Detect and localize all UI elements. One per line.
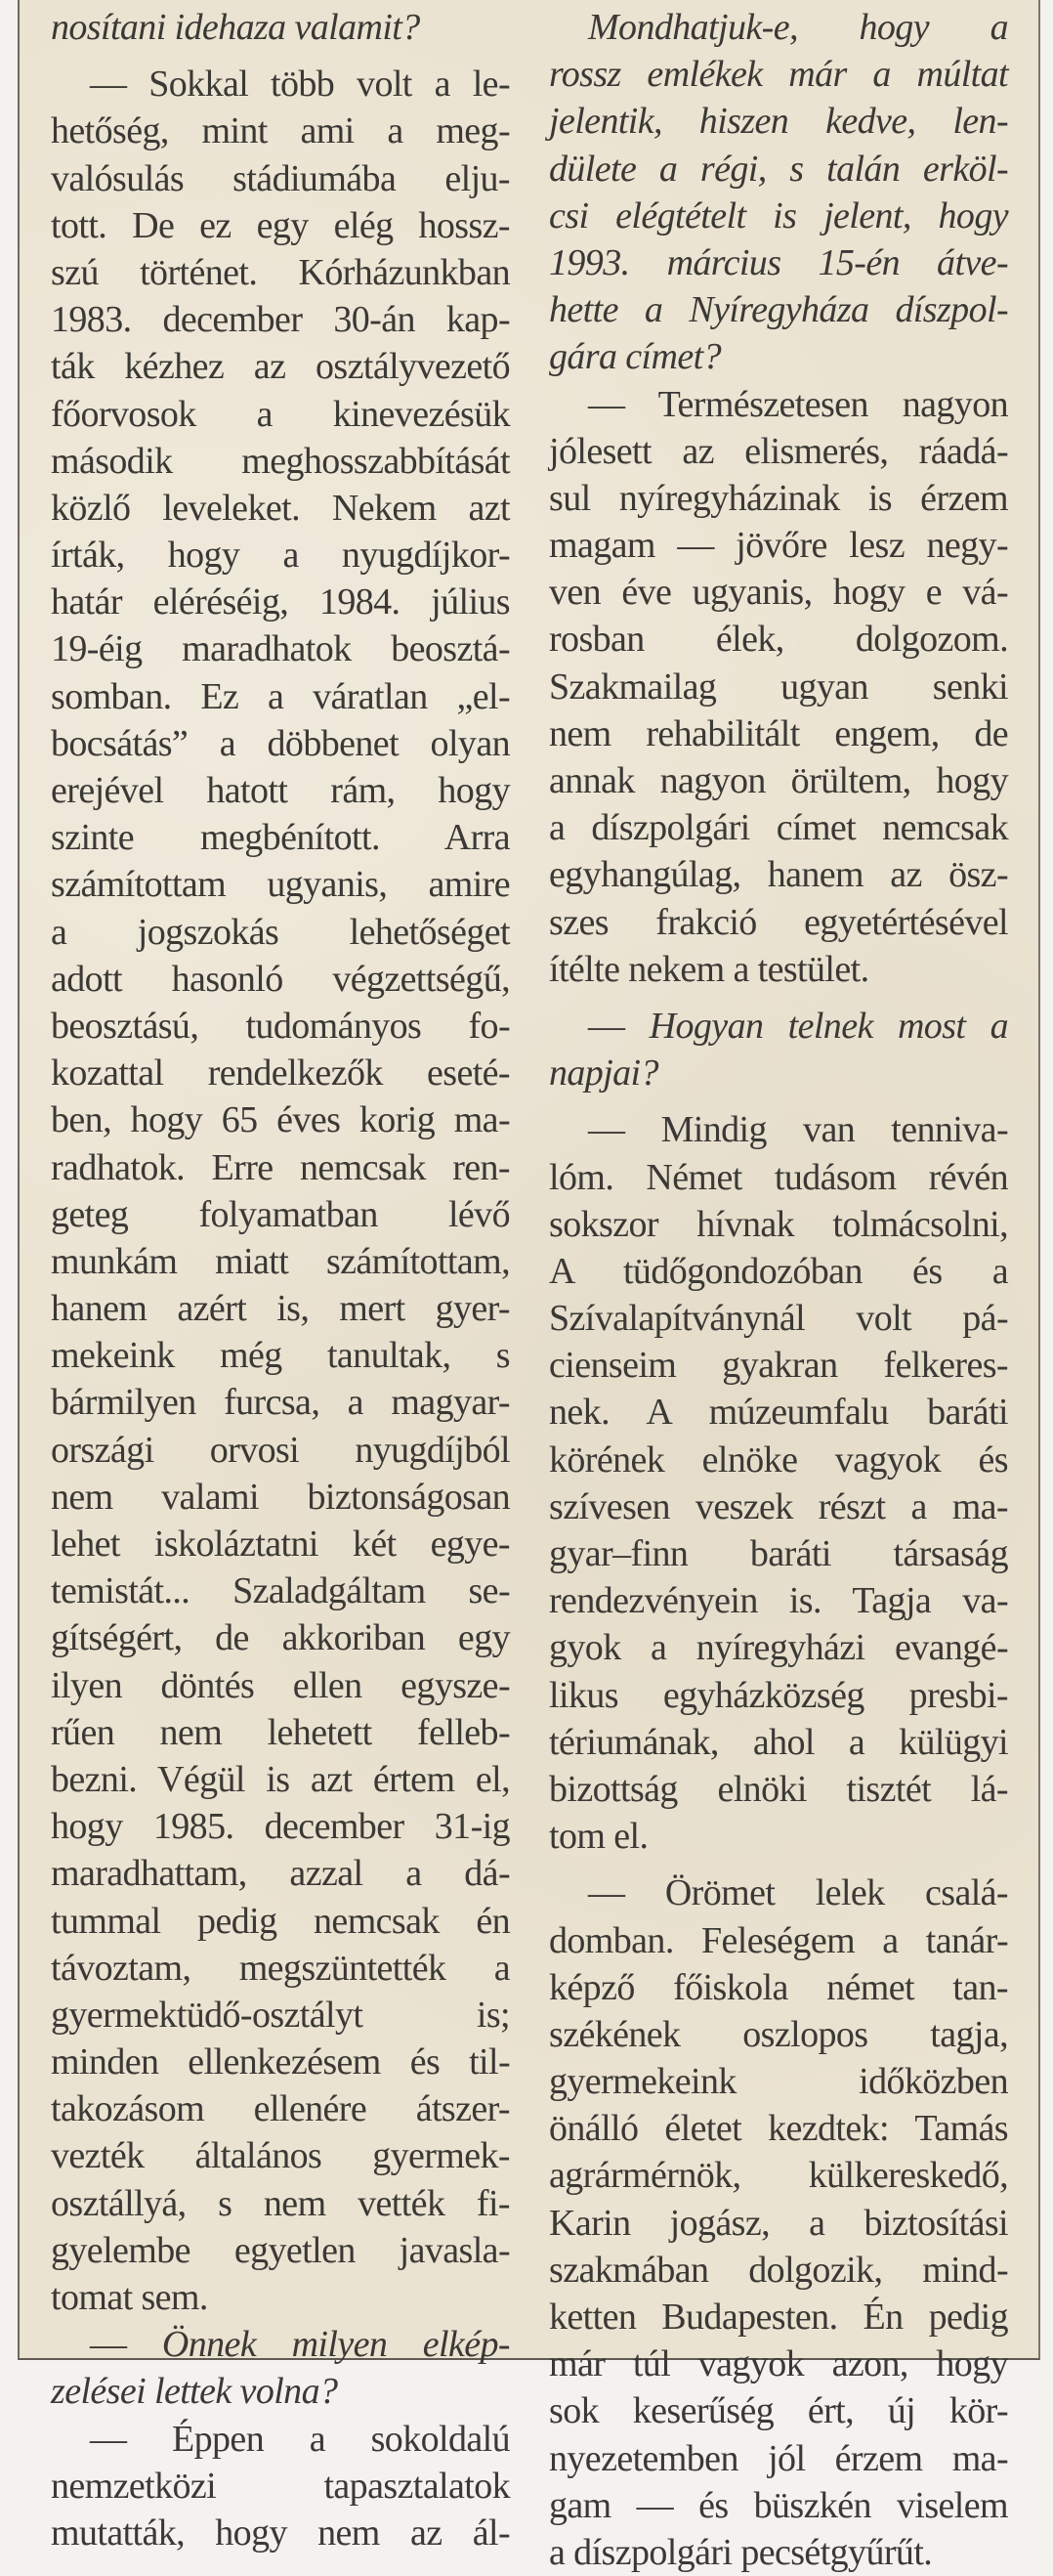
article-column-left — [51, 4, 510, 2556]
text-line: lehet iskoláztatni két egye- — [51, 1524, 510, 1565]
text-line: 1993. március 15-én átve- — [549, 241, 1008, 283]
text-line: — Mindig van tenniva- — [588, 1109, 1008, 1151]
text-line: hanem azért is, mert gyer- — [51, 1288, 510, 1330]
text-line: a jogszokás lehetőséget — [51, 911, 510, 953]
text-line: domban. Feleségem a tanár- — [549, 1919, 1008, 1961]
text-line: főorvosok a kinevezésük — [51, 393, 510, 435]
text-line: — Sokkal több volt a le- — [90, 64, 510, 106]
text-line: gam — és büszkén viselem — [549, 2484, 1008, 2526]
text-line: ítélte nekem a testület. — [549, 948, 869, 990]
text-line: tott. De ez egy elég hossz- — [51, 204, 510, 246]
text-line: gára címet? — [549, 336, 721, 378]
text-line: ták kézhez az osztályvezető — [51, 346, 510, 388]
text-line: takozásom ellenére átszer- — [51, 2088, 510, 2130]
text-line: székének oszlopos tagja, — [549, 2013, 1008, 2055]
text-line: tom el. — [549, 1816, 649, 1858]
text-line: sok keserűség ért, új kör- — [549, 2390, 1008, 2432]
em-dash: — — [90, 2324, 162, 2366]
text-line: valósulás stádiumába elju- — [51, 157, 510, 199]
text-line: Szívalapítványnál volt pá- — [549, 1298, 1008, 1340]
text-line: távoztam, megszüntették a — [51, 1947, 510, 1989]
text-line: szívesen veszek részt a ma- — [549, 1485, 1008, 1527]
text-line: nosítani idehaza valamit? — [51, 7, 420, 48]
text-line: hogy 1985. december 31-ig — [51, 1806, 510, 1848]
text-line: bocsátás” a döbbenet olyan — [51, 722, 510, 764]
text-line: radhatok. Erre nemcsak ren- — [51, 1146, 510, 1188]
text-line: A tüdőgondozóban és a — [549, 1250, 1008, 1292]
text-line: cienseim gyakran felkeres- — [549, 1345, 1008, 1387]
text-line: a díszpolgári pecsétgyűrűt. — [549, 2531, 933, 2573]
text-line — [549, 1003, 1008, 1050]
text-line: sul nyíregyházinak is érzem — [549, 477, 1008, 519]
text-line: beosztású, tudományos fo- — [51, 1005, 510, 1047]
text-line: Szakmailag ugyan senki — [549, 665, 1008, 708]
text-line: vezték általános gyermek- — [51, 2135, 510, 2177]
text-line: már túl vagyok azon, hogy — [549, 2343, 1008, 2385]
text-line: tomat sem. — [51, 2277, 208, 2318]
text-line: rosban élek, dolgozom. — [549, 619, 1008, 661]
text-line — [51, 2321, 510, 2368]
text-line: maradhattam, azzal a dá- — [51, 1853, 510, 1895]
text-line: szinte megbénított. Arra — [51, 817, 510, 859]
text-line: a díszpolgári címet nemcsak — [549, 807, 1008, 849]
text-line: gyok a nyíregyházi evangé- — [549, 1627, 1008, 1669]
text-line: bezni. Végül is azt értem el, — [51, 1758, 510, 1800]
question-text: Hogyan telnek most a — [649, 1005, 1008, 1047]
text-line: napjai? — [549, 1052, 658, 1095]
text-line: nyezetemben jól érzem ma- — [549, 2437, 1008, 2479]
text-line: tummal pedig nemcsak én — [51, 1900, 510, 1942]
text-line: nem valami biztonságosan — [51, 1476, 510, 1518]
text-line: ilyen döntés ellen egysze- — [51, 1664, 510, 1706]
text-line: lóm. Német tudásom révén — [549, 1156, 1008, 1198]
text-line: geteg folyamatban lévő — [51, 1193, 510, 1235]
text-line: rossz emlékek már a múltat — [549, 54, 1008, 96]
text-line: munkám miatt számítottam, — [51, 1240, 510, 1282]
text-line: gyar–finn baráti társaság — [549, 1533, 1008, 1574]
text-line: — Természetesen nagyon — [588, 383, 1008, 425]
text-line: szes frakció egyetértésével — [549, 901, 1008, 943]
text-line: önálló életet kezdtek: Tamás — [549, 2108, 1008, 2150]
text-line: számítottam ugyanis, amire — [51, 864, 510, 906]
text-line: ben, hogy 65 éves korig ma- — [51, 1099, 510, 1141]
text-line: második meghosszabbítását — [51, 440, 510, 482]
text-line: gyelembe egyetlen javasla- — [51, 2229, 510, 2271]
text-line: gyermekeink időközben — [549, 2061, 1008, 2103]
text-line: Mondhatjuk-e, hogy a — [588, 7, 1008, 48]
text-line: osztállyá, s nem vették fi- — [51, 2182, 510, 2224]
text-line: szakmában dolgozik, mind- — [549, 2249, 1008, 2291]
text-line: somban. Ez a váratlan „el- — [51, 675, 510, 717]
text-line: 19-éig maradhatok beosztá- — [51, 628, 510, 670]
text-line: nem rehabilitált engem, de — [549, 712, 1008, 754]
text-line: gyermektüdő-osztályt is; — [51, 1994, 510, 2036]
text-line: országi orvosi nyugdíjból — [51, 1429, 510, 1471]
text-line: közlő leveleket. Nekem azt — [51, 487, 510, 529]
text-line: ven éve ugyanis, hogy e vá- — [549, 572, 1008, 614]
text-line: bármilyen furcsa, a magyar- — [51, 1382, 510, 1424]
text-line: képző főiskola német tan- — [549, 1966, 1008, 2008]
text-line: temistát... Szaladgáltam se- — [51, 1570, 510, 1612]
text-line: határ eléréséig, 1984. július — [51, 581, 510, 623]
text-line: mekeink még tanultak, s — [51, 1335, 510, 1377]
text-line: egyhangúlag, hanem az ösz- — [549, 854, 1008, 896]
newspaper-clipping — [18, 0, 1040, 2573]
text-line: hetőség, mint ami a meg- — [51, 110, 510, 152]
question-text: Önnek milyen elkép- — [161, 2324, 510, 2366]
em-dash: — — [588, 1005, 650, 1047]
text-line: — Éppen a sokoldalú — [90, 2418, 510, 2460]
text-line: magam — jövőre lesz negy- — [549, 525, 1008, 567]
text-line: csi elégtételt is jelent, hogy — [549, 194, 1008, 236]
text-line: agrármérnök, külkereskedő, — [549, 2155, 1008, 2197]
text-line: rűen nem lehetett felleb- — [51, 1711, 510, 1753]
text-line: dülete a régi, s talán erköl- — [549, 148, 1008, 190]
text-line: nemzetközi tapasztalatok — [51, 2465, 510, 2507]
text-line: ketten Budapesten. Én pedig — [549, 2297, 1008, 2338]
text-line: 1983. december 30-án kap- — [51, 299, 510, 341]
text-line: bizottság elnöki tisztét lá- — [549, 1768, 1008, 1810]
text-line: mutatták, hogy nem az ál- — [51, 2512, 510, 2554]
text-line: zelései lettek volna? — [51, 2371, 338, 2413]
text-line: körének elnöke vagyok és — [549, 1438, 1008, 1481]
text-line: nek. A múzeumfalu baráti — [549, 1392, 1008, 1434]
text-line: szú történet. Kórházunkban — [51, 251, 510, 293]
text-line: minden ellenkezésem és til- — [51, 2041, 510, 2083]
text-line: tériumának, ahol a külügyi — [549, 1721, 1008, 1763]
text-line: hette a Nyíregyháza díszpol- — [549, 289, 1008, 331]
text-line: rendezvényein is. Tagja va- — [549, 1580, 1008, 1622]
text-line: sokszor hívnak tolmácsolni, — [549, 1203, 1008, 1245]
text-line: adott hasonló végzettségű, — [51, 958, 510, 1000]
text-line: jelentik, hiszen kedve, len- — [549, 101, 1008, 143]
text-line: — Örömet lelek csalá- — [588, 1872, 1008, 1914]
text-line: gítségért, de akkoriban egy — [51, 1617, 510, 1659]
text-line: annak nagyon örültem, hogy — [549, 760, 1008, 801]
text-line: kozattal rendelkezők eseté- — [51, 1052, 510, 1095]
text-line: írták, hogy a nyugdíjkor- — [51, 535, 510, 577]
text-line: likus egyházközség presbi- — [549, 1674, 1008, 1716]
text-line: Karin jogász, a biztosítási — [549, 2202, 1008, 2244]
text-line: jólesett az elismerés, ráadá- — [549, 430, 1008, 472]
article-column-right — [549, 4, 1008, 2576]
text-line: erejével hatott rám, hogy — [51, 770, 510, 811]
